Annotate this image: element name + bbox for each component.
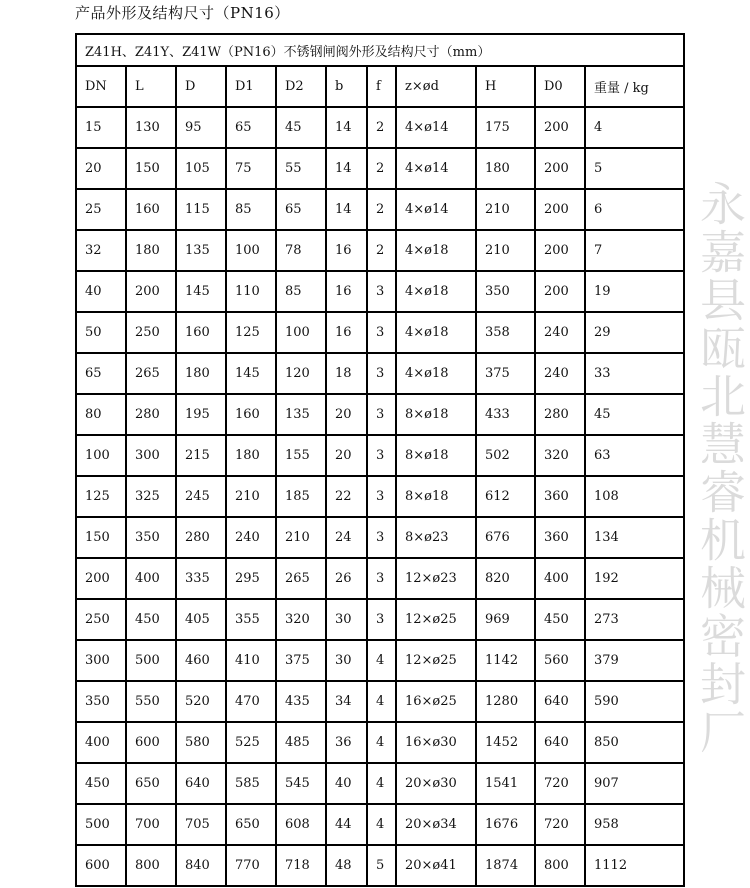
table-cell: 75 [226,148,276,189]
table-cell: 450 [126,599,176,640]
table-cell: 78 [276,230,326,271]
table-cell: 44 [326,804,367,845]
table-cell: 3 [367,599,396,640]
table-cell: 95 [176,107,226,148]
table-cell: 3 [367,517,396,558]
table-cell: 600 [76,845,126,886]
table-cell: 145 [176,271,226,312]
table-cell: 4×ø14 [396,189,476,230]
table-cell: 3 [367,271,396,312]
table-cell: 545 [276,763,326,804]
table-row [76,312,684,353]
column-header: L [126,66,176,107]
table-cell: 1874 [476,845,535,886]
table-cell: 320 [535,435,585,476]
table-cell: 4 [367,640,396,681]
table-cell: 1142 [476,640,535,681]
table-cell: 32 [76,230,126,271]
table-cell: 590 [585,681,684,722]
table-cell: 16×ø30 [396,722,476,763]
table-cell: 650 [126,763,176,804]
table-row [76,599,684,640]
table-cell: 350 [476,271,535,312]
table-cell: 2 [367,148,396,189]
column-header: D2 [276,66,326,107]
table-cell: 40 [326,763,367,804]
table-cell: 358 [476,312,535,353]
table-cell: 135 [176,230,226,271]
table-cell: 25 [76,189,126,230]
table-cell: 640 [535,722,585,763]
table-cell: 958 [585,804,684,845]
table-cell: 8×ø23 [396,517,476,558]
table-cell: 4×ø14 [396,148,476,189]
table-cell: 48 [326,845,367,886]
table-cell: 3 [367,394,396,435]
table-cell: 470 [226,681,276,722]
table-cell: 26 [326,558,367,599]
column-header: 重量 / kg [585,66,684,107]
table-cell: 485 [276,722,326,763]
table-cell: 160 [226,394,276,435]
table-cell: 460 [176,640,226,681]
table-cell: 4×ø18 [396,353,476,394]
table-cell: 200 [76,558,126,599]
table-cell: 4 [367,804,396,845]
column-header: D0 [535,66,585,107]
table-cell: 3 [367,476,396,517]
table-caption: Z41H、Z41Y、Z41W（PN16）不锈钢闸阀外形及结构尺寸（mm） [76,34,684,66]
table-cell: 245 [176,476,226,517]
table-cell: 400 [76,722,126,763]
watermark: 永嘉县瓯北慧睿机械密封厂 [693,180,747,756]
table-cell: 820 [476,558,535,599]
table-cell: 125 [226,312,276,353]
table-cell: 145 [226,353,276,394]
table-cell: 63 [585,435,684,476]
table-row [76,517,684,558]
table-cell: 20×ø30 [396,763,476,804]
table-cell: 250 [76,599,126,640]
table-cell: 130 [126,107,176,148]
table-cell: 14 [326,189,367,230]
table-cell: 215 [176,435,226,476]
table-row [76,640,684,681]
table-cell: 108 [585,476,684,517]
table-cell: 12×ø25 [396,599,476,640]
table-cell: 4 [585,107,684,148]
table-cell: 2 [367,107,396,148]
table-cell: 375 [476,353,535,394]
table-cell: 1541 [476,763,535,804]
table-cell: 840 [176,845,226,886]
table-row [76,804,684,845]
table-cell: 30 [326,640,367,681]
table-cell: 550 [126,681,176,722]
table-cell: 65 [226,107,276,148]
column-header: b [326,66,367,107]
table-cell: 150 [76,517,126,558]
table-cell: 100 [276,312,326,353]
column-header: f [367,66,396,107]
table-cell: 770 [226,845,276,886]
table-cell: 14 [326,148,367,189]
table-cell: 210 [476,230,535,271]
table-cell: 160 [176,312,226,353]
table-cell: 80 [76,394,126,435]
table-cell: 192 [585,558,684,599]
table-caption-row [76,34,684,66]
table-cell: 20×ø34 [396,804,476,845]
table-cell: 45 [585,394,684,435]
table-cell: 350 [76,681,126,722]
table-cell: 105 [176,148,226,189]
table-cell: 185 [276,476,326,517]
table-cell: 6 [585,189,684,230]
table-cell: 210 [226,476,276,517]
table-cell: 4×ø18 [396,230,476,271]
table-cell: 360 [535,517,585,558]
table-cell: 585 [226,763,276,804]
table-row [76,681,684,722]
table-cell: 22 [326,476,367,517]
table-cell: 14 [326,107,367,148]
table-cell: 16 [326,230,367,271]
table-cell: 500 [126,640,176,681]
table-cell: 8×ø18 [396,476,476,517]
table-cell: 240 [535,353,585,394]
table-cell: 200 [126,271,176,312]
table-cell: 16 [326,312,367,353]
table-row [76,189,684,230]
table-cell: 210 [476,189,535,230]
table-cell: 20 [326,435,367,476]
table-cell: 65 [276,189,326,230]
table-cell: 20 [326,394,367,435]
column-header: DN [76,66,126,107]
table-cell: 1452 [476,722,535,763]
table-cell: 24 [326,517,367,558]
table-cell: 433 [476,394,535,435]
table-row [76,476,684,517]
table-cell: 375 [276,640,326,681]
table-cell: 5 [367,845,396,886]
table-cell: 4 [367,763,396,804]
table-cell: 155 [276,435,326,476]
table-cell: 600 [126,722,176,763]
table-cell: 379 [585,640,684,681]
table-cell: 720 [535,763,585,804]
table-cell: 295 [226,558,276,599]
table-cell: 12×ø25 [396,640,476,681]
column-header: z×ød [396,66,476,107]
table-cell: 7 [585,230,684,271]
table-cell: 300 [126,435,176,476]
table-cell: 210 [276,517,326,558]
table-cell: 580 [176,722,226,763]
table-cell: 705 [176,804,226,845]
table-cell: 240 [226,517,276,558]
table-cell: 400 [126,558,176,599]
table-cell: 36 [326,722,367,763]
table-cell: 405 [176,599,226,640]
table-cell: 20 [76,148,126,189]
table-cell: 8×ø18 [396,394,476,435]
table-cell: 240 [535,312,585,353]
table-cell: 560 [535,640,585,681]
table-cell: 250 [126,312,176,353]
table-cell: 800 [126,845,176,886]
table-cell: 525 [226,722,276,763]
table-cell: 3 [367,353,396,394]
table-cell: 8×ø18 [396,435,476,476]
table-cell: 718 [276,845,326,886]
table-cell: 4 [367,722,396,763]
table-cell: 720 [535,804,585,845]
table-cell: 100 [76,435,126,476]
table-cell: 850 [585,722,684,763]
table-cell: 55 [276,148,326,189]
table-cell: 360 [535,476,585,517]
table-cell: 500 [76,804,126,845]
table-cell: 16 [326,271,367,312]
table-cell: 335 [176,558,226,599]
table-row [76,107,684,148]
table-cell: 200 [535,189,585,230]
table-cell: 1112 [585,845,684,886]
table-cell: 265 [126,353,176,394]
table-row [76,722,684,763]
table-cell: 160 [126,189,176,230]
table-cell: 650 [226,804,276,845]
table-cell: 300 [76,640,126,681]
table-cell: 4×ø18 [396,271,476,312]
table-cell: 435 [276,681,326,722]
table-cell: 175 [476,107,535,148]
table-cell: 2 [367,189,396,230]
table-row [76,394,684,435]
table-cell: 4 [367,681,396,722]
table-cell: 40 [76,271,126,312]
table-cell: 700 [126,804,176,845]
table-cell: 29 [585,312,684,353]
table-cell: 280 [126,394,176,435]
column-header: D [176,66,226,107]
table-cell: 120 [276,353,326,394]
dimensions-table [75,33,685,887]
table-cell: 502 [476,435,535,476]
table-cell: 180 [176,353,226,394]
table-cell: 110 [226,271,276,312]
page-title: 产品外形及结构尺寸（PN16） [75,4,290,22]
table-cell: 450 [76,763,126,804]
table-cell: 20×ø41 [396,845,476,886]
table-row [76,271,684,312]
table-row [76,148,684,189]
table-cell: 800 [535,845,585,886]
table-cell: 4×ø14 [396,107,476,148]
table-cell: 410 [226,640,276,681]
table-cell: 612 [476,476,535,517]
table-cell: 3 [367,312,396,353]
table-cell: 30 [326,599,367,640]
table-cell: 85 [226,189,276,230]
table-row [76,845,684,886]
table-cell: 325 [126,476,176,517]
table-cell: 125 [76,476,126,517]
table-cell: 969 [476,599,535,640]
table-cell: 355 [226,599,276,640]
table-cell: 520 [176,681,226,722]
table-cell: 200 [535,107,585,148]
table-cell: 200 [535,271,585,312]
table-row [76,230,684,271]
table-cell: 180 [226,435,276,476]
table-cell: 608 [276,804,326,845]
table-cell: 45 [276,107,326,148]
table-cell: 3 [367,558,396,599]
table-cell: 100 [226,230,276,271]
table-cell: 350 [126,517,176,558]
table-cell: 33 [585,353,684,394]
table-cell: 18 [326,353,367,394]
table-cell: 115 [176,189,226,230]
table-cell: 12×ø23 [396,558,476,599]
table-cell: 3 [367,435,396,476]
table-cell: 400 [535,558,585,599]
table-cell: 5 [585,148,684,189]
table-cell: 640 [176,763,226,804]
table-cell: 85 [276,271,326,312]
table-cell: 200 [535,148,585,189]
table-cell: 273 [585,599,684,640]
table-cell: 65 [76,353,126,394]
table-header-row [76,66,684,107]
table-cell: 280 [535,394,585,435]
table-cell: 135 [276,394,326,435]
table-cell: 180 [126,230,176,271]
table-cell: 34 [326,681,367,722]
table-cell: 265 [276,558,326,599]
table-cell: 676 [476,517,535,558]
table-cell: 640 [535,681,585,722]
table-cell: 200 [535,230,585,271]
table-row [76,353,684,394]
column-header: H [476,66,535,107]
table-cell: 1676 [476,804,535,845]
table-cell: 15 [76,107,126,148]
column-header: D1 [226,66,276,107]
table-cell: 134 [585,517,684,558]
table-cell: 50 [76,312,126,353]
table-cell: 150 [126,148,176,189]
table-cell: 280 [176,517,226,558]
table-row [76,558,684,599]
table-cell: 320 [276,599,326,640]
table-cell: 180 [476,148,535,189]
table-cell: 907 [585,763,684,804]
table-cell: 450 [535,599,585,640]
table-cell: 195 [176,394,226,435]
table-cell: 1280 [476,681,535,722]
table-cell: 16×ø25 [396,681,476,722]
table-cell: 19 [585,271,684,312]
table-row [76,763,684,804]
table-cell: 2 [367,230,396,271]
table-row [76,435,684,476]
table-cell: 4×ø18 [396,312,476,353]
